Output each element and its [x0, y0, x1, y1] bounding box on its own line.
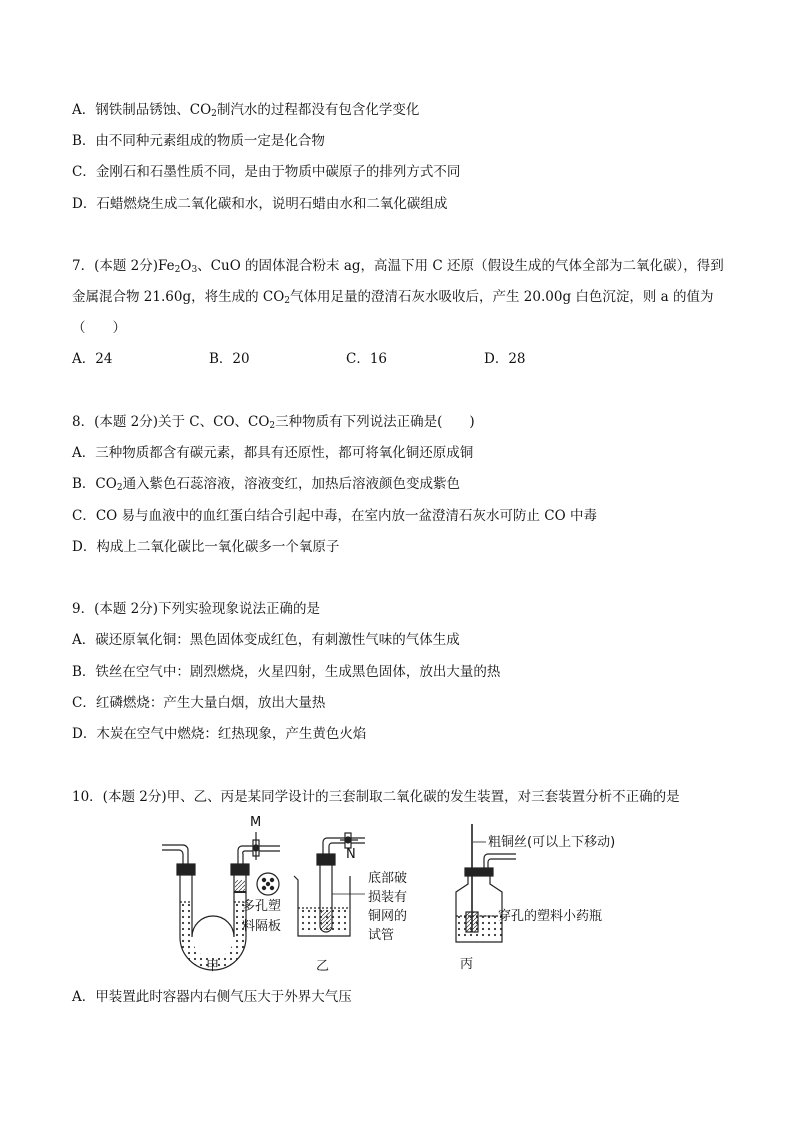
- q8-option-d: D．构成上二氧化碳比一氧化碳多一个氧原子: [72, 539, 340, 555]
- q8-option-b: B．$CO_2$通入紫色石蕊溶液，溶液变红，加热后溶液颜色变成紫色: [72, 476, 461, 493]
- yi-tube-label-4: 试管: [368, 928, 395, 943]
- q7-stem-line-2: 金属混合物 21.60g，将生成的 $CO_2$气体用足量的澄清石灰水吸收后，产生 20.00g 白色沉淀，则 a 的值为: [72, 289, 714, 306]
- label-n: N: [346, 847, 356, 862]
- q9-option-b: B．铁丝在空气中：剧烈燃烧，火星四射，生成黑色固体，放出大量的热: [72, 664, 501, 680]
- q7-stem-line-1: 7．(本题 2分)$Fe_2O_3$、CuO 的固体混合粉末 ag，高温下用 C 还原（假设生成的气体全部为二氧化碳），得到: [72, 258, 724, 275]
- q9-stem: 9．(本题 2分)下列实验现象说法正确的是: [72, 601, 321, 617]
- caption-bing: 丙: [460, 957, 474, 972]
- q7-option-c: C．16: [346, 351, 388, 367]
- q7-option-b: B．20: [209, 351, 250, 367]
- yi-tube-label-3: 铜网的: [368, 909, 408, 924]
- q6-option-b: B．由不同种元素组成的物质一定是化合物: [72, 133, 325, 149]
- q7-option-d: D．28: [484, 351, 526, 367]
- caption-jia: 甲: [206, 959, 220, 974]
- q9-option-a: A．碳还原氧化铜：黑色固体变成红色，有刺激性气味的气体生成: [72, 632, 460, 648]
- bing-wire-label: 粗铜丝(可以上下移动): [488, 835, 616, 850]
- yi-tube-label-1: 底部破: [368, 871, 408, 886]
- q7-option-a: A．24: [72, 351, 113, 367]
- yi-tube-label-2: 损装有: [368, 890, 408, 905]
- label-m: M: [250, 815, 262, 830]
- q6-option-d: D．石蜡燃烧生成二氧化碳和水，说明石蜡由水和二氧化碳组成: [72, 196, 448, 212]
- q6-option-a: A．钢铁制品锈蚀、$CO_2$制汽水的过程都没有包含化学变化: [72, 102, 420, 119]
- jia-plate-label-2: 料隔板: [242, 919, 282, 934]
- q8-option-a: A．三种物质都含有碳元素，都具有还原性，都可将氧化铜还原成铜: [72, 445, 474, 461]
- q9-option-c: C．红磷燃烧：产生大量白烟，放出大量热: [72, 695, 326, 711]
- bing-bottle-label: 穿孔的塑料小药瓶: [498, 909, 603, 924]
- q10-option-a: A．甲装置此时容器内右侧气压大于外界大气压: [72, 989, 352, 1005]
- q9-option-d: D．木炭在空气中燃烧：红热现象，产生黄色火焰: [72, 726, 367, 742]
- q6-option-c: C．金刚石和石墨性质不同，是由于物质中碳原子的排列方式不同: [72, 164, 461, 180]
- q8-stem: 8．(本题 2分)关于 C、CO、$CO_2$三种物质有下列说法正确是( ): [72, 414, 475, 431]
- q8-option-c: C．CO 易与血液中的血红蛋白结合引起中毒，在室内放一盆澄清石灰水可防止 CO 中毒: [72, 508, 597, 524]
- q7-answer-bracket: （ ）: [72, 320, 126, 336]
- caption-yi: 乙: [316, 959, 330, 974]
- jia-plate-label-1: 多孔塑: [242, 899, 282, 914]
- co2-apparatus-figure: [150, 812, 650, 980]
- q10-stem: 10．(本题 2分)甲、乙、丙是某同学设计的三套制取二氧化碳的发生装置，对三套装置分析不正确的是: [72, 789, 680, 805]
